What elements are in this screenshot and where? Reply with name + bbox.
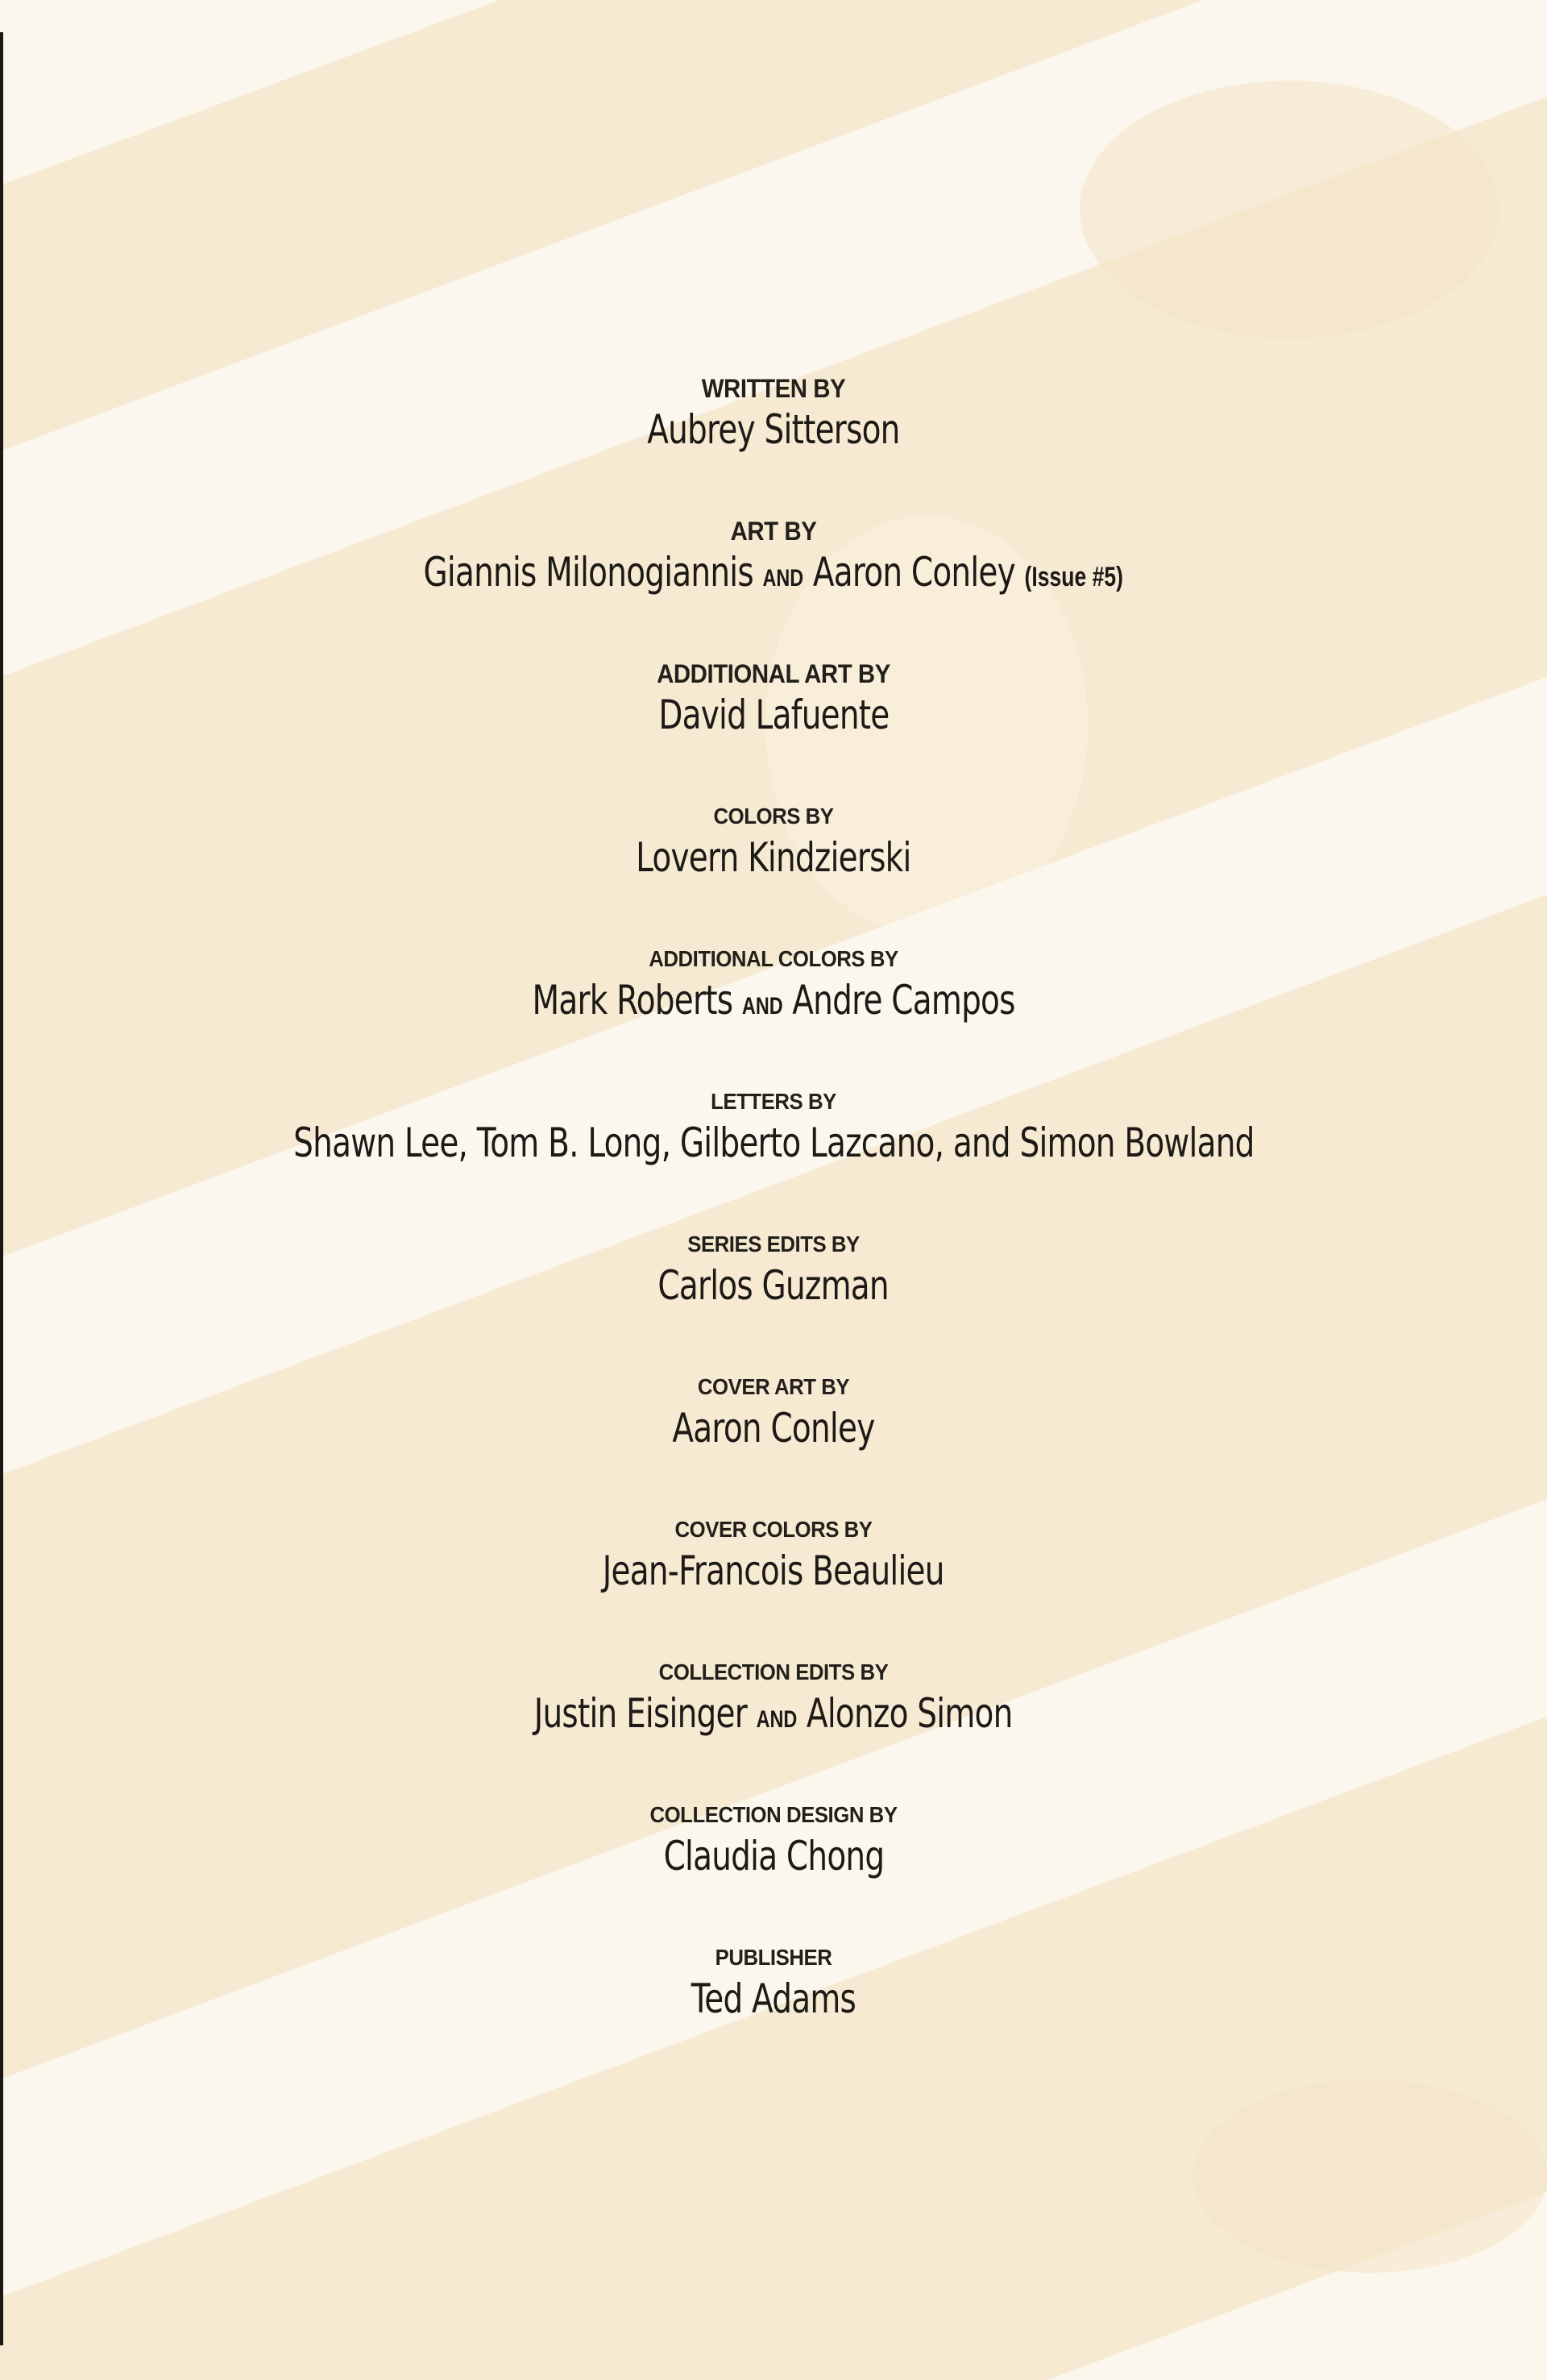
credit-name: Alonzo Simon (807, 1690, 1013, 1737)
credit-cover-art-by (0, 1371, 1547, 1514)
credit-names (534, 1688, 1013, 1745)
credit-written-by (0, 372, 1547, 515)
credit-names (636, 833, 910, 883)
credit-note: (Issue #5) (1024, 562, 1124, 592)
credit-additional-colors-by (0, 943, 1547, 1086)
credit-name: Jean-Francois Beaulieu (603, 1547, 944, 1594)
credit-name: Shawn Lee, Tom B. Long, Gilberto Lazcano, and Simon Bowland (292, 1119, 1255, 1166)
credit-name: Aubrey Sitterson (647, 406, 900, 453)
credit-role: ADDITIONAL COLORS BY (649, 946, 898, 971)
credit-name: Giannis Milonogiannis (423, 549, 754, 596)
credit-name: Justin Eisinger (534, 1690, 748, 1737)
credit-name: Aaron Conley (672, 1405, 875, 1452)
credit-name: Carlos Guzman (657, 1262, 890, 1309)
credit-names (658, 690, 889, 740)
credit-role: PUBLISHER (715, 1945, 832, 1970)
credit-names (532, 975, 1014, 1032)
credit-role: ART BY (730, 517, 817, 546)
credit-collection-edits-by (0, 1656, 1547, 1799)
credit-cover-colors-by (0, 1514, 1547, 1656)
credit-letters-by (0, 1086, 1547, 1228)
credit-role: COLLECTION DESIGN BY (649, 1802, 898, 1827)
credit-role: COVER COLORS BY (674, 1517, 873, 1542)
credit-role: SERIES EDITS BY (687, 1232, 860, 1256)
credit-names (658, 1261, 889, 1310)
credit-names (293, 1118, 1254, 1168)
credit-role: COLLECTION EDITS BY (658, 1659, 889, 1684)
credit-name: Andre Campos (792, 977, 1015, 1024)
credits-list (0, 372, 1547, 2084)
credit-role: COLORS BY (713, 804, 834, 829)
credit-role: WRITTEN BY (701, 374, 846, 403)
credit-role: COVER ART BY (697, 1374, 850, 1399)
credit-name: Mark Roberts (532, 977, 733, 1024)
credit-name: David Lafuente (657, 692, 890, 738)
credit-series-edits-by (0, 1228, 1547, 1371)
credit-name: Claudia Chong (663, 1833, 884, 1879)
credit-conjunction: AND (762, 565, 804, 592)
credit-name: Aaron Conley (813, 549, 1016, 596)
credit-art-by (0, 515, 1547, 658)
credit-role: ADDITIONAL ART BY (657, 659, 890, 688)
credit-publisher (0, 1942, 1547, 2084)
credit-names (603, 1546, 944, 1596)
credit-name: Lovern Kindzierski (636, 834, 911, 881)
credit-colors-by (0, 800, 1547, 943)
credit-names (672, 1403, 874, 1453)
credit-names (424, 547, 1123, 604)
credit-collection-design-by (0, 1799, 1547, 1942)
credit-additional-art-by (0, 658, 1547, 800)
credit-role: LETTERS BY (711, 1089, 836, 1114)
credit-names (663, 1831, 884, 1881)
credit-conjunction: AND (756, 1706, 798, 1733)
credit-names (647, 405, 899, 455)
credit-conjunction: AND (741, 993, 783, 1020)
credit-name: Ted Adams (691, 1975, 856, 2022)
credit-names (691, 1974, 856, 2024)
